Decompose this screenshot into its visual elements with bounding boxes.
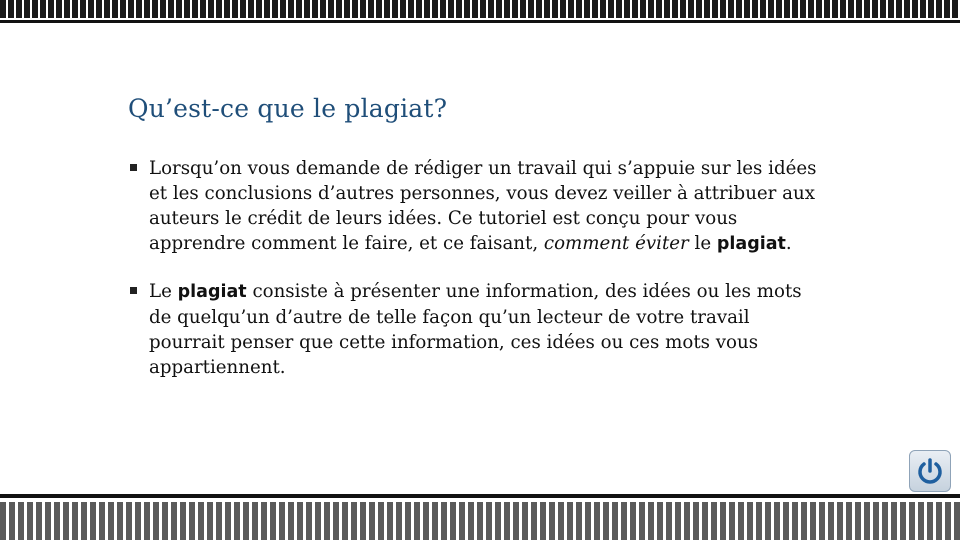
bullet-text: Lorsqu’on vous demande de rédiger un travail qui s’appuie sur les idées et les conclusions d’autres personnes, vous devez veiller à attribuer aux auteurs le crédit de leurs idées. Ce tutoriel est conçu pour vous apprendre comment le faire, et ce faisant, <box>149 158 817 254</box>
bottom-decorative-bar <box>0 502 960 540</box>
bullet-text: consiste à présenter une information, des idées ou les mots de quelqu’un d’autre de telle façon qu’un lecteur de votre travail pourrait penser que cette information, ces idées ou ces mots vous appartiennent. <box>149 281 802 378</box>
slide-content <box>130 156 820 402</box>
bullet-text: le <box>688 233 717 254</box>
bullet-item <box>130 279 820 380</box>
bullet-emphasis: comment éviter <box>543 233 689 254</box>
bullet-item <box>130 156 820 257</box>
slide-title: Qu’est-ce que le plagiat? <box>128 94 448 123</box>
top-decorative-bar <box>0 0 960 18</box>
square-bullet-icon <box>130 287 137 294</box>
power-icon <box>915 456 945 486</box>
square-bullet-icon <box>130 164 137 171</box>
bullet-keyword: plagiat <box>177 282 247 302</box>
bottom-divider <box>0 494 960 498</box>
bullet-text: . <box>785 233 792 254</box>
power-button[interactable] <box>909 450 951 492</box>
bullet-text: Le <box>149 281 178 302</box>
top-divider <box>0 20 960 23</box>
bullet-keyword: plagiat <box>716 234 786 254</box>
